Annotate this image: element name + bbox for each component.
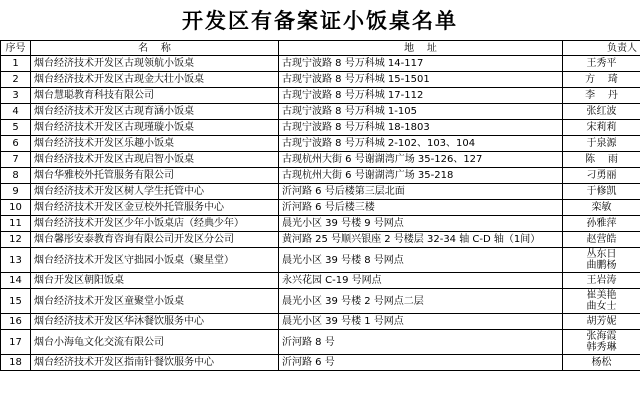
row-address: 黄河路 25 号顺兴银座 2 号楼层 32-34 轴 C-D 轴（1间） (279, 232, 563, 248)
table-row (1, 330, 640, 355)
registry-table (0, 40, 640, 371)
row-person: 张红波 (563, 104, 640, 120)
row-name: 烟台小海龟文化交流有限公司 (31, 330, 279, 355)
table-row (1, 273, 640, 289)
row-number: 2 (1, 72, 31, 88)
row-number: 6 (1, 136, 31, 152)
row-name: 烟台馨彤安泰教育咨询有限公司开发区分公司 (31, 232, 279, 248)
row-number: 11 (1, 216, 31, 232)
row-address: 沂河路 6 号 (279, 355, 563, 371)
row-number: 13 (1, 248, 31, 273)
row-person: 陈 雨 (563, 152, 640, 168)
row-address: 晨光小区 39 号楼 8 号网点 (279, 248, 563, 273)
row-name: 烟台经济技术开发区古现瑾璇小饭桌 (31, 120, 279, 136)
row-person: 崔美艳 曲女士 (563, 289, 640, 314)
row-address: 古现宁波路 8 号万科城 18-1803 (279, 120, 563, 136)
row-person: 方 琦 (563, 72, 640, 88)
header-no: 序号 (1, 41, 31, 56)
row-address: 晨光小区 39 号楼 1 号网点 (279, 314, 563, 330)
row-number: 4 (1, 104, 31, 120)
table-row (1, 289, 640, 314)
row-address: 古现宁波路 8 号万科城 14-117 (279, 56, 563, 72)
table-row (1, 72, 640, 88)
row-address: 古现宁波路 8 号万科城 17-112 (279, 88, 563, 104)
row-person: 胡芳妮 (563, 314, 640, 330)
row-name: 烟台经济技术开发区守拙园小饭桌（聚星堂） (31, 248, 279, 273)
header-address: 地 址 (279, 41, 563, 56)
row-person: 丛东日 曲鹏杨 (563, 248, 640, 273)
header-name: 名 称 (31, 41, 279, 56)
row-address: 永兴花园 C-19 号网点 (279, 273, 563, 289)
row-number: 1 (1, 56, 31, 72)
table-row (1, 56, 640, 72)
table-row (1, 216, 640, 232)
row-address: 古现杭州大街 6 号谢湖湾广场 35-126、127 (279, 152, 563, 168)
row-number: 12 (1, 232, 31, 248)
row-person: 宋莉莉 (563, 120, 640, 136)
row-name: 烟台经济技术开发区树人学生托管中心 (31, 184, 279, 200)
row-name: 烟台经济技术开发区指南针餐饮服务中心 (31, 355, 279, 371)
row-name: 烟台慧聪教育科技有限公司 (31, 88, 279, 104)
row-address: 古现宁波路 8 号万科城 2-102、103、104 (279, 136, 563, 152)
row-name: 烟台开发区朝阳饭桌 (31, 273, 279, 289)
row-address: 沂河路 8 号 (279, 330, 563, 355)
row-person: 王岩涛 (563, 273, 640, 289)
row-name: 烟台华雅校外托管服务有限公司 (31, 168, 279, 184)
row-number: 8 (1, 168, 31, 184)
row-name: 烟台经济技术开发区金豆校外托管服务中心 (31, 200, 279, 216)
row-address: 晨光小区 39 号楼 2 号网点二层 (279, 289, 563, 314)
header-person: 负责人 (563, 41, 640, 56)
row-number: 15 (1, 289, 31, 314)
row-number: 5 (1, 120, 31, 136)
row-number: 3 (1, 88, 31, 104)
table-row (1, 200, 640, 216)
row-name: 烟台经济技术开发区华沐餐饮服务中心 (31, 314, 279, 330)
row-address: 晨光小区 39 号楼 9 号网点 (279, 216, 563, 232)
row-name: 烟台经济技术开发区古现育涵小饭桌 (31, 104, 279, 120)
header-row (1, 41, 640, 56)
row-person: 王秀平 (563, 56, 640, 72)
row-name: 烟台经济技术开发区乐趣小饭桌 (31, 136, 279, 152)
row-person: 张海霞 韩秀琳 (563, 330, 640, 355)
table-row (1, 355, 640, 371)
row-number: 16 (1, 314, 31, 330)
row-number: 10 (1, 200, 31, 216)
row-person: 杨松 (563, 355, 640, 371)
row-number: 9 (1, 184, 31, 200)
table-row (1, 168, 640, 184)
row-address: 古现宁波路 8 号万科城 1-105 (279, 104, 563, 120)
row-address: 沂河路 6 号后楼三楼 (279, 200, 563, 216)
table-row (1, 88, 640, 104)
row-person: 赵营皓 (563, 232, 640, 248)
row-person: 于修凯 (563, 184, 640, 200)
table-row (1, 184, 640, 200)
page-title: 开发区有备案证小饭桌名单 (0, 0, 640, 41)
row-person: 刁勇丽 (563, 168, 640, 184)
table-row (1, 248, 640, 273)
row-name: 烟台经济技术开发区古现金大壮小饭桌 (31, 72, 279, 88)
row-number: 18 (1, 355, 31, 371)
row-number: 7 (1, 152, 31, 168)
table-row (1, 152, 640, 168)
table-row (1, 120, 640, 136)
row-address: 古现杭州大街 6 号谢湖湾广场 35-218 (279, 168, 563, 184)
table-row (1, 104, 640, 120)
row-address: 沂河路 6 号后楼第三层北面 (279, 184, 563, 200)
row-person: 于泉源 (563, 136, 640, 152)
row-name: 烟台经济技术开发区古现启智小饭桌 (31, 152, 279, 168)
row-person: 栾敏 (563, 200, 640, 216)
row-address: 古现宁波路 8 号万科城 15-1501 (279, 72, 563, 88)
row-number: 14 (1, 273, 31, 289)
table-row (1, 314, 640, 330)
row-person: 李 丹 (563, 88, 640, 104)
table-row (1, 232, 640, 248)
row-name: 烟台经济技术开发区少年小饭桌店（经典少年） (31, 216, 279, 232)
row-person: 孙雅萍 (563, 216, 640, 232)
row-number: 17 (1, 330, 31, 355)
row-name: 烟台经济技术开发区童聚堂小饭桌 (31, 289, 279, 314)
row-name: 烟台经济技术开发区古现领航小饭桌 (31, 56, 279, 72)
table-row (1, 136, 640, 152)
